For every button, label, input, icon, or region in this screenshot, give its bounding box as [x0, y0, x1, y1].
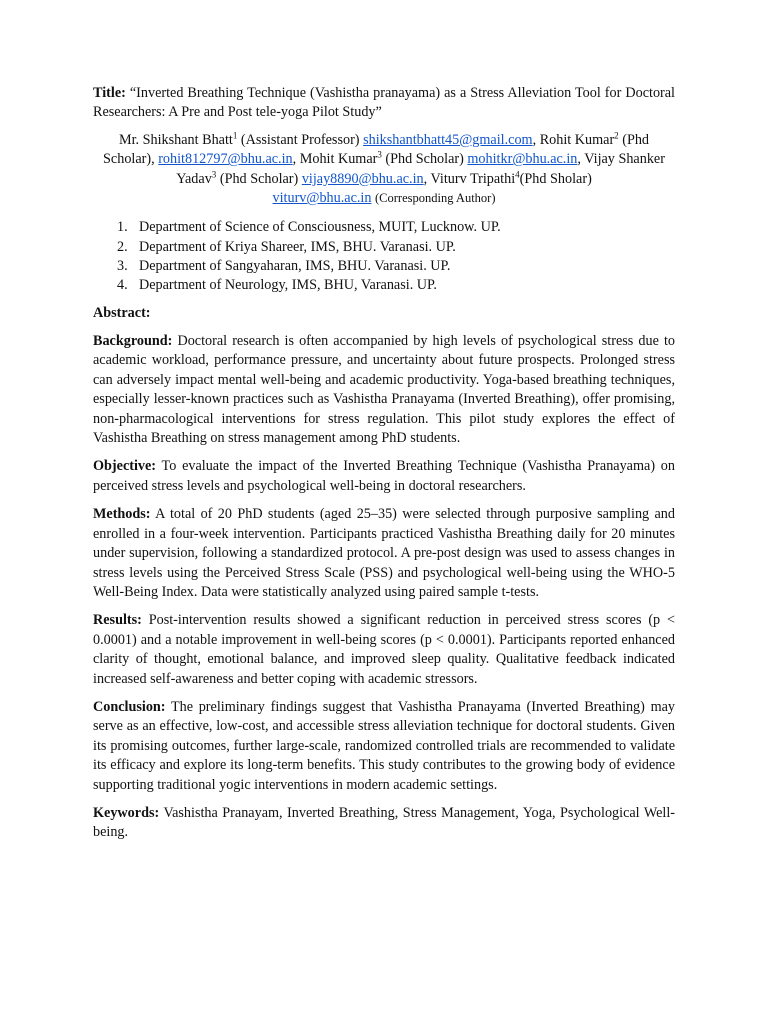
author-role: (Phd Sholar): [519, 170, 592, 187]
author-email-link[interactable]: rohit812797@bhu.ac.in: [158, 151, 293, 168]
separator: ,: [532, 131, 537, 148]
section-text: Vashistha Pranayam, Inverted Breathing, Stress Management, Yoga, Psychological Well-being.: [93, 804, 676, 841]
list-item: [117, 238, 675, 257]
abstract-background: [93, 332, 675, 448]
affiliation-marker: 3: [377, 149, 382, 160]
author-name: Mr. Shikshant Bhatt: [118, 131, 233, 148]
author-email-link[interactable]: mohitkr@bhu.ac.in: [467, 151, 578, 168]
author-email-link[interactable]: vijay8890@bhu.ac.in: [301, 170, 424, 187]
section-label: Objective:: [93, 458, 157, 475]
affiliation-text: Department of Kriya Shareer, IMS, BHU. Varanasi. UP.: [139, 238, 456, 255]
paper-title: [93, 84, 675, 123]
affiliation-text: Department of Science of Consciousness, MUIT, Lucknow. UP.: [139, 219, 501, 236]
author-email-link[interactable]: shikshantbhatt45@gmail.com: [363, 131, 533, 148]
author-name: Vijay Shanker Yadav: [176, 151, 665, 187]
list-item: [117, 257, 675, 276]
author-name: Mohit Kumar: [299, 151, 378, 168]
title-text: “Inverted Breathing Technique (Vashistha pranayama) as a Stress Alleviation Tool for Doctoral Researchers: A Pre and Post tele-yoga Pilot Study”: [93, 85, 675, 121]
author-email-link[interactable]: viturv@bhu.ac.in: [272, 190, 372, 207]
list-number: 4.: [117, 277, 128, 294]
section-label: Conclusion:: [93, 698, 166, 715]
abstract-results: [93, 611, 675, 689]
affiliation-marker: 1: [232, 130, 238, 141]
author-block: [93, 131, 675, 209]
section-label: Methods:: [93, 506, 151, 523]
list-number: 3.: [117, 258, 128, 275]
separator: ,: [577, 151, 581, 168]
affiliation-marker: 2: [614, 130, 619, 141]
document-page: [93, 84, 675, 852]
author-role: (Phd Scholar): [385, 151, 464, 168]
section-text: To evaluate the impact of the Inverted Breathing Technique (Vashistha Pranayama) on perceived stress levels and psychological well-being in doctoral researchers.: [93, 458, 675, 494]
author-role: (Assistant Professor): [240, 131, 360, 148]
section-text: Doctoral research is often accompanied by high levels of psychological stress due to academic workload, performance pressure, and uncertainty about future prospects. Prolonged stress can adversely impact mental well-being and academic productivity. Yoga-based breathing techniques, especially lesser-known practices such as Vashistha Pranayama (Inverted Breathing), offer promising, non-pharmacological interventions for stress regulation. This pilot study explores the effect of Vashistha Breathing on stress management among PhD students.: [93, 333, 676, 447]
section-label: Keywords:: [93, 804, 160, 821]
section-label: Results:: [93, 612, 142, 629]
author-name: Viturv Tripathi: [430, 170, 516, 187]
list-number: 1.: [117, 219, 128, 236]
section-text: A total of 20 PhD students (aged 25–35) were selected through purposive sampling and enrolled in a four-week intervention. Participants practiced Vashistha Breathing daily for 20 minutes under supervision, following a standardized protocol. A pre-post design was used to assess changes in stress levels using the Perceived Stress Scale (PSS) and psychological well-being using the WHO-5 Well-Being Index. Data were statistically analyzed using paired sample t-tests.: [93, 506, 675, 600]
author-role: (Phd Scholar),: [103, 131, 650, 168]
corresponding-author-note: (Corresponding Author): [375, 191, 496, 206]
abstract-heading: Abstract:: [93, 304, 151, 321]
affiliation-text: Department of Sangyaharan, IMS, BHU. Varanasi. UP.: [139, 258, 451, 275]
section-label: Background:: [93, 333, 173, 350]
title-label: Title:: [93, 85, 126, 101]
separator: ,: [423, 170, 428, 187]
separator: ,: [292, 151, 297, 168]
list-item: [117, 276, 675, 295]
affiliation-marker: 4: [515, 168, 520, 179]
affiliation-marker: 3: [211, 168, 217, 179]
keywords: [93, 804, 675, 843]
affiliation-list: [93, 218, 675, 295]
list-item: [117, 218, 675, 237]
section-text: The preliminary findings suggest that Vashistha Pranayama (Inverted Breathing) may serve as an effective, low-cost, and accessible stress alleviation technique for doctoral students. Given its promising outcomes, further large-scale, randomized controlled trials are recommended to validate its efficacy and explore its long-term benefits. This study contributes to the growing body of evidence supporting traditional yogic interventions in modern academic settings.: [93, 698, 675, 793]
author-name: Rohit Kumar: [539, 131, 615, 148]
section-text: Post-intervention results showed a significant reduction in perceived stress scores (p < 0.0001) and a notable improvement in well-being scores (p < 0.0001). Participants reported enhanced clarity of thought, emotional balance, and improved sleep quality. Qualitative feedback indicated increased self-awareness and better coping with academic stressors.: [93, 612, 675, 687]
abstract-objective: [93, 457, 675, 496]
abstract-methods: [93, 505, 675, 602]
list-number: 2.: [117, 238, 128, 255]
author-role: (Phd Scholar): [219, 170, 299, 187]
affiliation-text: Department of Neurology, IMS, BHU, Varanasi. UP.: [139, 277, 437, 294]
abstract-conclusion: [93, 698, 675, 795]
